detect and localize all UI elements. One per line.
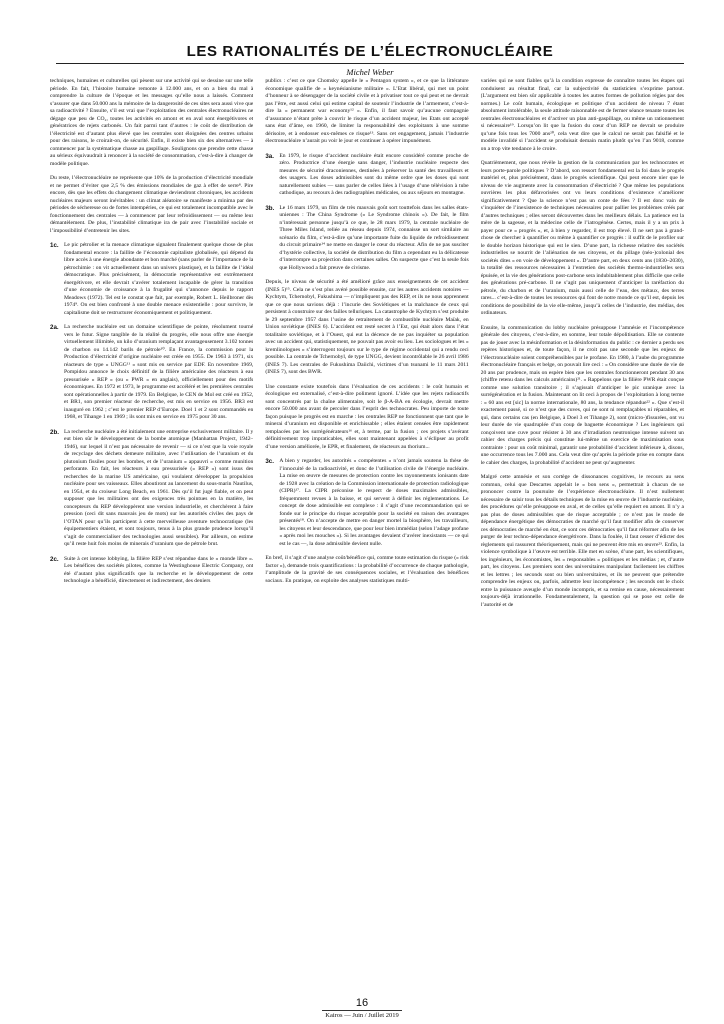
paragraph: Malgré cette amnésie et son cortège de dissonances cognitives, le recours au sens commun, celui que Descartes appelait le « bon sens », permettrait à chacun de se prononcer contre la poursuite de l’expérience électronucléaire. Il n’est nullement nécessaire de saisir tous les détails techniques de la mise en œuvre de l’industrie nucléaire, des procédures qu’elle présuppose en aval, et de celles qu’elle requiert en amont. Il n’y a pas plus de doses admissibles que de risque acceptable ; ce n’est pas le mode de dépendance énergétique des démocraties de marché qu’il faut modifier afin de conserver ces démocraties de marché en état, ce sont ces démocraties qu’il faut réformer afin de les purger de leur techno-dépendance énergétivore. Dans la foulée, il faut cesser d’édicter des règlements qui rassurent théoriquement, mais qui ne peuvent être mis en œuvre²³. Enfin, la violence symbolique à l’œuvre est terrible. Elle met en scène, d’une part, les scientifiques, les ingénieurs, les économistes, les « responsables » politiques et les médias ; et, d’autre part, les citoyens. Les premiers sont des universitaires manipulant facilement les chiffres et les lettres ; les seconds sont ou bien universitaires, et ils ne peuvent que prétendre comprendre les enjeux ou, parfois, admettre leur incompétence ; les seconds ont le choix entre la puissance aveugle d’un monde incompris, et sa remise en cause, nécessairement toujours-déjà irrationnelle. Fondamentalement, la question qui se pose est celle de l’autorité et de xyxy=(480,474,684,608)
point-text: En 1979, le risque d’accident nucléaire était encore considéré comme proche de zéro. Productrice d’une énergie sans danger, l’industrie nucléaire respecte des mesures de sécurité draconiennes, destinées à préserver la santé des travailleurs et des usagers. Les doses admissibles sont du même ordre que les doses qui sont naturellement subies — sans parler de celles liées à l’usage d’une télévision à tube cathodique, au recours à des radiographies médicales, ou aux séjours en montagne. xyxy=(279,152,469,196)
point-label: 3a. xyxy=(265,152,274,160)
numbered-point-1c xyxy=(50,242,253,317)
point-text: La recherche nucléaire a été initialement une entreprise exclusivement militaire. Il y eut bien sûr le développement de la bombe atomique (Manhattan Project, 1942–1946), sur lequel il n’est pas nécessaire de revenir — si ce n’est que la voie royale de recyclage des déchets demeure militaire, avec l’utilisation de l’uranium et du plutonium fissiles pour les bombes, et de l’uranium « appauvri » comme munition perforante. En fait, les réacteurs à eau pressurisée (« REP ») sont issus des recherches de la marine US américaine, qui voulaient développer la propulsion nucléaire pour ses vaisseaux. Elles aboutiront au lancement du sous-marin Nautilus, en 1954, et du croiseur Long Beach, en 1961. Dès qu’il fut jugé fiable, et on peut supposer que les militaires ont des exigences très pointues en la matière, les concepteurs du REP développèrent une version industrielle, et cherchèrent à faire pression (ceci dit sans mauvais jeu de mots) sur les autorités civiles des pays de l’OTAN pour qu’ils participent à cette merveilleuse aventure technocratique (les équipementiers étaient, et sont toujours, tenus à la plus grande prudence lorsqu’il s’agit de commercialiser des technologies aussi sensibles). Par ailleurs, on estime qu’il reste huit fois moins de minerais d’uranium que de pétrole brut. xyxy=(64,428,254,547)
numbered-point-2c xyxy=(50,556,253,586)
numbered-point-2b xyxy=(50,429,253,549)
column-1 xyxy=(50,78,253,960)
article-title: LES RATIONALITÉS DE L’ÉLECTRONUCLÉAIRE xyxy=(186,43,554,60)
point-text: Le pic pétrolier et la menace climatique signalent finalement quelque chose de plus fondamental encore : la faillite de l’économie capitaliste globalisée, qui dépend du libre accès à une énergie abondante et bon marché (sans parler de l’importance de la pétrochimie : on vit actuellement dans un univers plastique), et la faillite de l’idéal démocratique. Plus précisément, la démocratie représentative est extrêmement énergétivore, et elle devrait s’avérer totalement incapable de gérer la transition d’une économie de croissance à la frugalité qui s’annonce depuis le rapport Meadows (1972). Tel est le constat que fait, par exemple, Robert L. Heilbroner dès 1974⁹. On est bien confronté à une double menace existentielle : pour survivre, le capitalisme doit se restructurer économiquement et politiquement. xyxy=(64,242,254,316)
point-label: 2b. xyxy=(50,428,59,436)
numbered-point-2a xyxy=(50,324,253,422)
point-text: La recherche nucléaire est un domaine scientifique de pointe, résolument tourné vers le futur. Signe tangible de la réalité du progrès, elle nous offre une énergie virtuellement illimitée, un kilo d’uranium remplaçant avantageusement 3.102 tonnes de charbon ou 14.142 barils de pétrole¹⁰. En France, la commission pour la Production d’électricité d’origine nucléaire est créée en 1955. De 1963 à 1971, six réacteurs de type « UNGG¹¹ » sont mis en service par EDF. En novembre 1969, Pompidou annonce le choix définitif de la filière américaine des réacteurs à eau pressurisée « REP » (ou « PWR » en anglais), officiellement pour des motifs économiques. En 1972 et 1973, le programme est accéléré et les premières centrales sont opérationnelles à partir de 1979. En Belgique, le CEN de Mol est créé en 1952, et BR1, son premier réacteur de recherche, est mis en service en 1956. BR3 est inauguré en 1962 ; c’est le premier REP d’Europe. Doel 1 et 2 sont commandés en 1968, et Tihange 1 en 1969 ; ils sont mis en service en 1975 pour 30 ans. xyxy=(64,324,254,420)
article-author: Michel Weber xyxy=(346,67,394,77)
column-3 xyxy=(481,78,684,960)
numbered-point-3c xyxy=(265,458,468,548)
paragraph: Quatrièmement, que nous révèle la gestion de la communication par les technocrates et leurs porte-parole politiques ? D’abord, son ressort fondamental est la foi dans le progrès matériel et, plus précisément, dans le progrès scientifique. Qui peut encore nier que le niveau de vie augmente avec la consommation d’électricité ? Que même les populations ouvrières les plus défavorisées ont vu leurs conditions d’existence s’améliorer significativement ? Que la science n’est pas un conte de fées ? Il est donc vain de s’inquiéter de l’inexistence de techniques nécessaires pour pallier les problèmes créés par d’autres techniques ; elles seront découvertes dans les meilleurs délais. La patience est la mère de la sagesse, et la médecine celle de l’iatrogénèse. Certes, mais il y a un prix à payer pour ce « progrès », et, à bien y regarder, il est trop élevé. Il ne sert pas à grand-chose de chercher à quantifier ou même à quantifier ce progrès : il suffit de le profiler sur le double horizon historique qui est le sien. D’une part, la richesse relative des sociétés industrielles se nourrit de l’aliénation de ses citoyens, et du pillage (néo-)colonial des sociétés dites « en voie de développement ». D’autre part, en deux cents ans (1830–2030), la totalité des ressources nécessaires à l’entretien des sociétés thermo-industrielles sera épuisée, et la vie des générations post-carbone sera indubitablement plus difficile que celle des générations pré-carbone. Il ne s’agit pas uniquement d’anticiper la raréfaction du pétrole, du charbon et de l’uranium, mais aussi celle de l’eau, des métaux, des terres rares... c’est-à-dire de toutes les ressources qui font de notre monde ce qu’il est, depuis les conditions de possibilité de la vie elle-même, jusqu’à celles de l’industrie, des médias, des ordinateurs. xyxy=(480,160,684,316)
point-text: A bien y regarder, les autorités « compétentes » n’ont jamais soutenu la thèse de l’innocuité de la radioactivité, et donc de l’utilisation civile de l’énergie nucléaire. La mise en œuvre de mesures de protection contre les rayonnements ionisants date de 1928 avec la création de la Commission internationale de protection radiologique (CIPR)¹⁷. La CIPR préconise le respect de doses maximales admissibles, fréquemment revues à la baisse, et qui servent à définir les réglementations. Le concept de dose admissible est complexe : il s’agit d’une recommandation qui se fonde sur le principe du risque acceptable pour la société en raison des avantages présentés¹⁸. On n’accepte de mettre en danger mortel la biosphère, les travailleurs, les citoyens et leur descendance, que pour leur bien immédiat (selon l’adage profane « après moi les mouches »). Si les avantages devaient d’avérer inexistants — ce qui est le cas —, la dose admissible devient nulle. xyxy=(279,458,469,547)
page-footer xyxy=(0,997,724,1020)
point-label: 3b. xyxy=(265,204,275,212)
numbered-point-3b xyxy=(265,205,468,273)
paragraph: Du reste, l’électronucléaire ne représente que 10% de la production d’électricité mondiale et ne permet d’éviter que 2,5 % des émissions mondiales de gaz à effet de serre⁸. Pire encore, dès que les effets du changement climatique deviendront chroniques, les accidents nucléaires majeurs seront inévitables : un climat aléatoire se manifeste a minima par des périodes de sécheresse ou de fortes intempéries, ce qui est totalement incompatible avec le fonctionnement des centrales — à commencer par leur refroidissement — ou même leur démantèlement. De plus, l’instabilité climatique ira de pair avec l’instabilité sociale et l’impossibilité d’entretenir les sites. xyxy=(50,175,254,234)
paragraph: En bref, il s’agit d’une analyse coût/bénéfice qui, comme toute estimation du risque (« risk factor »), demande trois quantifications : la probabilité d’occurrence de chaque pathologie, l’amplitude de la gravité de ses conséquences sociales, et l’évaluation des bénéfices sociaux. En pratique, on exploite des analyses statistiques multi- xyxy=(265,555,469,584)
point-text: Suite à cet intense lobbying, la filière REP s’est répandue dans le « monde libre ». Les bénéfices des sociétés pilotes, comme la Westinghouse Electric Company, ont été d’autant plus significatifs que la recherche et le développement de cette technologie a bénéficié, directement et indirectement, des deniers xyxy=(64,555,254,584)
point-label: 2a. xyxy=(50,324,59,331)
point-label: 1c. xyxy=(50,242,59,249)
point-text: Le 16 mars 1979, un film de très mauvais goût sort touttefois dans les salles états-uniennes : The China Syndrome (« Le Syndrome chinois »). De fait, le film n’intéressait personne jusqu’à ce que, le 28 mars 1979, la centrale nucléaire de Three Miles Island, reliée au réseau depuis 1974, connaisse un sort similaire au scénario du film, c’est-à-dire qu’une importante fuite du liquide de refroidissement du circuit primaire¹⁴ ne mette en danger le cœur du réacteur. Afin de ne pas susciter d’hystérie collective, la société de distribution du film a cependant eu la délicatesse d’interrompre sa projection dans certaines salles. On suspecte que c’est la seule fois que Hollywood a fait preuve de civisme. xyxy=(279,204,469,271)
footer-rule xyxy=(322,1010,402,1011)
article-body xyxy=(50,78,684,960)
issue-info: Kairos — Juin / Juillet 2019 xyxy=(325,1012,399,1019)
article-header xyxy=(56,44,684,77)
paragraph: Une constante existe toutefois dans l’évaluation de ces accidents : le coût humain et écologique est externalisé, c’est-à-dire poliment ignoré. L’idée que les rejets radioactifs sont concentrés par la chaîne alimentaire, soit le β-A-BA en écologie, devrait mettre encore 50.000 ans avant de percoler dans l’esprit des technocrates. Peu importe de toute façon puisque le progrès est en marche : les centrales REP ne fonctionnent que tant que le minerai d’uranium est disponible et enrichissable ; elles étaient censées être rapidement remplacées par les surrégénérateurs¹⁶ et, à terme, par la fusion ; ces projets s’avérant définitivement trop impraticables, elles sont maintenant appelées à s’éclipser au profit d’une version améliorée, le EPR, et finalement, de réacteurs au thorium... xyxy=(265,383,469,450)
point-label: 3c. xyxy=(265,458,274,465)
numbered-point-3a xyxy=(265,153,468,198)
paragraph: publics : c’est ce que Chomsky appelle le « Pentagon system », et ce que la littérature économique qualifie de « keynésianisme militaire ». L’Etat libéral, qui met un point d’honneur à se désengager de la société civile et à privatiser tout ce qui peut et ne devrait pas l’être, est aussi celui qui estime capital de soutenir l’industrie de l’armement, c’est-à-dire la « permanent war economy¹² ». Enfin, il faut savoir qu’aucune compagnie d’assurance n’étant prête à couvrir le risque d’un accident majeur, les Etats ont accepté sans état d’âme, en 1960, de limiter la responsabilité des exploitants à une somme dérisoire, et à endosser eux-mêmes ce risque¹³. Sans cet engagement, jamais l’industrie électronucléaire n’aurait pu voir le jour et continuer à opérer impunément. xyxy=(265,78,469,144)
paragraph: Depuis, le niveau de sécurité a été amélioré grâce aux enseignements de cet accident (INES 5)¹⁵. Cela ne s’est plus avéré possible ensuite, car les autres accidents notoires — Kychtym, Tchernobyl, Fukushima — n’impliquent pas des REP, et ils ne nous apprennent que ce que nous savions déjà : l’incurie des Soviétiques et la malchance de ceux qui persistent à construire sur des failles telluriques. La catastrophe de Kychtym s’est produite le 29 septembre 1957 dans l’usine de retraitement de combustible nucléaire Maïak, en Union soviétique (INES 6). L’accident est resté secret à l’Est, qui était alors dans l’état totalitaire soviétique, et à l’Ouest, qui eut la décence de ne pas inquiéter sa population avec un accident qui, statistiquement, ne pouvait pas avoir eu lieu. Les sociologues et les « kremlinologues » s’interrogent toujours sur le type de régime occidental qui a rendu ceci possible. La centrale de Tchernobyl, de type UNGG, devient incontrôlable le 26 avril 1986 (INES 7). Les centrales de Fukushima Daiichi, victimes d’un tsunami le 11 mars 2011 (INES 7), sont des BWR. xyxy=(265,279,469,375)
paragraph: techniques, humaines et culturelles qui pèsent sur une activité qui se dessine sur une telle période. En fait, l’histoire humaine remonte à 12.000 ans, et on a bien du mal à comprendre la culture de l’époque et les messages qu’elle nous a laissés. Comment s’assurer que dans 50.000 ans la mémoire de la dangerosité de ces sites sera aussi vive que sa radioactivité ? Ensuite, s’il est vrai que l’exploitation des centrales électronucléaires ne dégage que peu de CO₂, toutes les activités en amont et en aval sont énergétivores et génératrices de rejets carbonés. Un fait parmi tant d’autres : le coût de distribution de l’électricité est d’autant plus élevé que les centrales sont éloignées des centres urbains pour des raisons, le croirait-on, de sécurité. Enfin, il existe bien six des alternatives — à commencer par la systématique chasse au gaspillage. Soulignons que prendre cette chasse au sérieux équivaudrait à renoncer à la société de consommation, c’est-à-dire à changer de modèle politique. xyxy=(50,78,254,167)
paragraph: Ensuite, la communication du lobby nucléaire présuppose l’amnésie et l’incompétence générale des citoyens, c’est-à-dire, en somme, leur totale dépolitisation. Elle se contente pas de jouer avec la mésinformation et la désinformation du public : ce dernier a perdu ses repères historiques et, de toute façon, il ne croit pas une seconde que les enjeux de l’électronucléaire soient compréhensibles par le profane. En 1980, à l’aube du programme électronucléaire français et belge, on pouvait lire ceci : « On considère une durée de vie de 20 ans par prudence, mais on espère bien que les centrales fonctionneront pendant 30 ans (chiffre retenu dans les calculs américains)²¹. » Rappelons que la filière PWR était conçue comme une solution transitoire ; il s’agissait d’anticiper le pic uranique avec la surrégénération et la fusion. Maintenant on lit ceci à propos de l’exploitation à long terme : « 60 ans est [sic] la norme internationale, 80 ans, la tendance répandue²² ». Que s’est-il exactement passé, si ce n’est que des cuves, qui ne sont ni remplaçables ni réparables, et qui, dans certains cas (en Belgique, à Doel 3 et Tihange 2), sont (micro-)fissurées, ont vu leur durée de vie quadruplée d’un coup de baguette économique ? Les ingénieurs qui conçoivent une cuve pour résister à 30 ans d’irradiation neutronique intense suivent un cahier des charges précis qui constitue lui-même un exercice de maximisation sous contrainte : pour un coût minimal, garantir une probabilité d’accident inférieure à, disons, une occurrence tous les 7.000 ans. Cela veut dire qu’après la période prise en compte dans le cahier des charges, la probabilité d’accident ne peut qu’augmenter. xyxy=(480,324,684,466)
column-2 xyxy=(265,78,468,960)
page-number: 16 xyxy=(355,997,369,1009)
point-label: 2c. xyxy=(50,555,59,563)
title-rule xyxy=(56,63,684,64)
paragraph: variées qui ne sont fiables qu’à la condition expresse de connaître toutes les étapes qui conduisent au résultat final, car la subjectivité du statisticien s’exprime partout. (L’argument est bien sûr applicable à toutes les autres formes de pollution régies par des normes.) Le coût humain, écologique et politique d’un accident de niveau 7 étant absolument intolérable, la seule attitude raisonnable est de fermer séance tenante toutes les centrales électronucléaires et d’activer un plan anti-gaspillage, ou même un rationnement si nécessaire¹⁹. Lorsqu’on lit que la fusion du cœur d’un REP ne devrait se produire qu’une fois tous les 7000 ans²⁰, cela veut dire que le calcul ne serait pas falsifié et le modèle invalidé si l’accident se produisait demain matin plutôt qu’en l’an 9018, comme on a trop vite tendance à le croire. xyxy=(480,78,684,152)
